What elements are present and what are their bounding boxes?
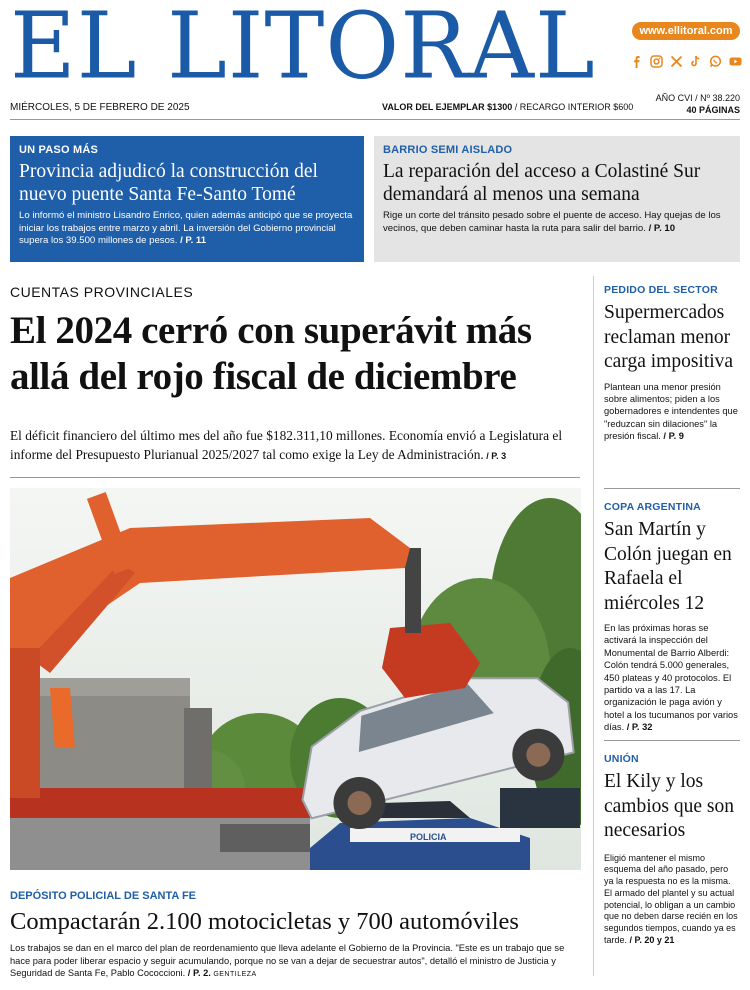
photo-story-page-ref: / P. 2. <box>185 968 211 979</box>
photo-story-kicker: DEPÓSITO POLICIAL DE SANTA FE <box>10 890 197 902</box>
sidebar-body <box>604 622 740 734</box>
photo-credit: GENTILEZA <box>210 971 257 979</box>
story-kicker: BARRIO SEMI AISLADO <box>383 144 513 156</box>
top-right-story[interactable] <box>374 136 740 262</box>
sidebar-body-text: Plantean una menor presión sobre alimentos; piden a los gobernadores e intendentes que "reduzcan sin dilaciones" la presión fiscal. <box>604 381 738 442</box>
sidebar-headline[interactable]: Supermercados reclaman menor carga impositiva <box>604 302 734 372</box>
sidebar-story-3[interactable] <box>604 753 740 947</box>
story-body-text: Lo informó el ministro Lisandro Enrico, quien además anticipó que se proyecta iniciar los trabajos entre marzo y abril. La inversión del Gobierno provincial supera los 39.500 millones de pesos. <box>19 210 353 246</box>
tiktok-icon[interactable] <box>689 55 702 68</box>
main-headline[interactable]: El 2024 cerró con superávit más allá del rojo fiscal de diciembre <box>10 309 532 398</box>
issue-info <box>656 92 740 116</box>
main-section-label: CUENTAS PROVINCIALES <box>10 284 194 300</box>
whatsapp-icon[interactable] <box>709 55 722 68</box>
sidebar-page-ref: / P. 9 <box>660 431 684 442</box>
story-body <box>19 210 355 248</box>
photo-illustration <box>10 488 581 870</box>
story-kicker: UN PASO MÁS <box>19 144 99 156</box>
story-headline[interactable]: La reparación del acceso a Colastiné Sur demandará al menos una semana <box>383 161 701 205</box>
header-divider <box>10 119 740 120</box>
sidebar-kicker: UNIÓN <box>604 753 639 765</box>
photo-story-body-text: Los trabajos se dan en el marco del plan de reordenamiento que lleva adelante el Gobierno de la Provincia. "Este es un trabajo que se hace para poder liberar espacio y seguir acumulando, porque no se van a dejar de secuestrar autos", detalló el ministro de Justicia y Seguridad de Santa Fe, Pablo Cococcioni. <box>10 943 565 979</box>
story-body <box>383 210 731 235</box>
main-deck-text: El déficit financiero del último mes del año fue $182.311,10 millones. Economía envió a Legislatura el informe del Presupuesto Plurianual 2025/2027 tal como exige la Ley de Administración. <box>10 428 563 462</box>
sidebar-headline[interactable]: El Kily y los cambios que son necesarios <box>604 771 734 841</box>
sidebar-story-1[interactable] <box>604 284 740 443</box>
price-extra: / RECARGO INTERIOR $600 <box>512 102 634 112</box>
facebook-icon[interactable] <box>630 55 643 68</box>
instagram-icon[interactable] <box>650 55 663 68</box>
sidebar-kicker: COPA ARGENTINA <box>604 501 701 513</box>
social-icons <box>630 52 742 70</box>
top-left-story[interactable] <box>10 136 364 262</box>
sidebar-body <box>604 853 740 947</box>
price-label: VALOR DEL EJEMPLAR $1300 <box>382 102 513 112</box>
page-count: 40 PÁGINAS <box>686 105 740 115</box>
main-divider <box>10 477 580 478</box>
masthead-logo: EL LITORAL <box>10 0 596 100</box>
dateline-date: MIÉRCOLES, 5 DE FEBRERO DE 2025 <box>10 102 190 113</box>
website-badge[interactable]: www.ellitoral.com <box>632 22 740 40</box>
story-page-ref: / P. 11 <box>177 235 207 246</box>
sidebar-story-2[interactable] <box>604 501 740 734</box>
price-info <box>382 102 633 112</box>
issue-number: AÑO CVI / Nº 38.220 <box>655 93 740 103</box>
sidebar-page-ref: / P. 20 y 21 <box>627 935 675 946</box>
tow-truck-photo[interactable] <box>10 488 581 870</box>
police-label: POLICIA <box>410 832 447 842</box>
youtube-icon[interactable] <box>729 55 742 68</box>
photo-story-body <box>10 942 585 982</box>
sidebar-divider <box>604 740 740 741</box>
story-page-ref: / P. 10 <box>645 222 676 234</box>
sidebar-page-ref: / P. 32 <box>624 722 653 733</box>
photo-story-headline[interactable]: Compactarán 2.100 motocicletas y 700 automóviles <box>10 908 519 935</box>
story-body-text: Rige un corte del tránsito pesado sobre el puente de acceso. Hay quejas de los vecinos, que deben caminar hasta la ruta para salir del barrio. <box>383 210 721 234</box>
sidebar-body-text: Eligió mantener el mismo esquema del año pasado, pero ya la respuesta no es la misma. El armado del plantel y su actual potencial, lo obligan a un cambio que no deben darse recién en los segundos tiempos, cuando ya es tarde. <box>604 852 738 946</box>
sidebar-body <box>604 381 740 443</box>
x-icon[interactable] <box>670 55 683 68</box>
sidebar-divider <box>604 488 740 489</box>
main-page-ref: / P. 3 <box>483 451 507 461</box>
column-divider <box>593 276 594 976</box>
story-headline[interactable]: Provincia adjudicó la construcción del nuevo puente Santa Fe-Santo Tomé <box>19 161 318 205</box>
sidebar-kicker: PEDIDO DEL SECTOR <box>604 284 718 296</box>
sidebar-body-text: En las próximas horas se activará la inspección del Monumental de Barrio Alberdi: Colón tendrá 5.000 generales, 450 plateas y 40 protocolos. El partido va a las 17. La organización le paga avión y hotel a los tucumanos por varios días. <box>604 623 738 733</box>
sidebar-headline[interactable]: San Martín y Colón juegan en Rafaela el miércoles 12 <box>604 519 732 614</box>
main-deck <box>10 426 582 466</box>
